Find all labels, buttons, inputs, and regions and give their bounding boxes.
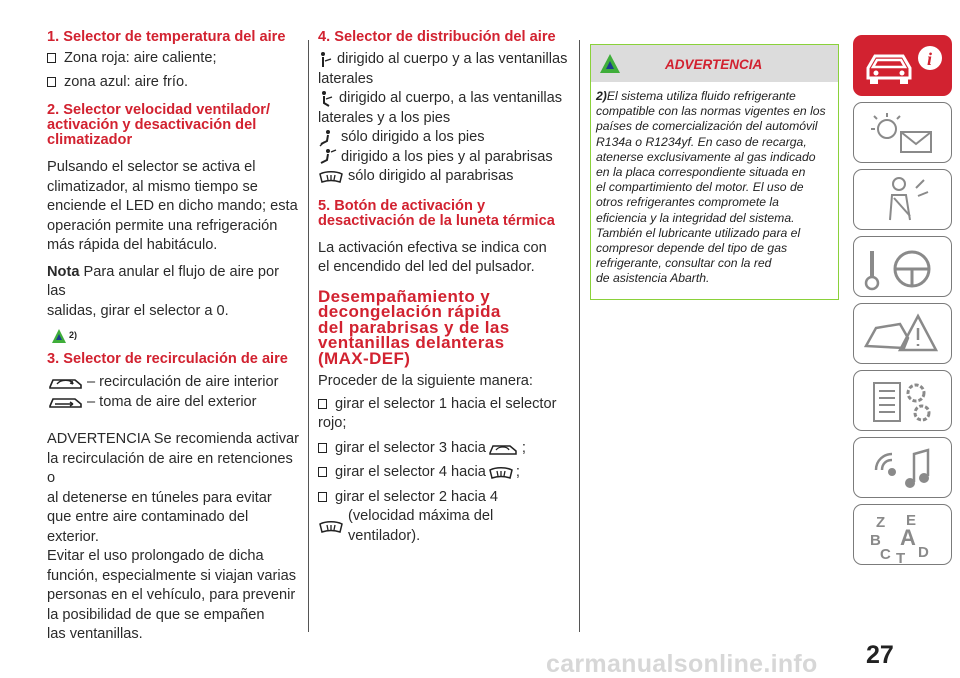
svg-text:i: i [927, 49, 933, 69]
recirculation-icon [47, 375, 87, 391]
paragraph-fan-speed: Pulsando el selector se activa el climatizador, al mismo tiempo se enciende el LED en dicho mando; esta operación permite una refrigeración más rápida del habitáculo. [47, 159, 298, 253]
paragraph-rear-defrost: La activación efectiva se indica con el encendido del led del pulsador. [318, 239, 547, 275]
list-item: Zona roja: aire caliente; [47, 49, 299, 69]
key-steering-icon [854, 237, 953, 298]
tab-starting-driving[interactable] [853, 236, 952, 297]
recirculation-icon [488, 441, 520, 457]
breakdown-icon [854, 304, 953, 365]
warning-triangle-icon [51, 328, 67, 344]
checkbox-bullet-icon [318, 399, 327, 409]
vent-body-feet-icon [318, 90, 336, 108]
vent-feet-windshield-icon [318, 148, 338, 166]
heading-rear-defrost: 5. Botón de activación y desactivación de la luneta térmica [318, 197, 555, 229]
vent-body-icon [318, 51, 332, 69]
list-item: – toma de aire del exterior [47, 393, 299, 413]
index-letter: Z [876, 514, 886, 531]
index-letter: T [896, 550, 906, 566]
vent-feet-icon [318, 129, 338, 147]
seat-airbag-icon [854, 170, 953, 231]
tab-emergency[interactable] [853, 303, 952, 364]
heading-recirculation: 3. Selector de recirculación de aire [47, 351, 288, 367]
procedure-steps: girar el selector 1 hacia el selector rojo; girar el selector 3 hacia ; girar el selector 4 hacia ; girar el selector 2 hacia 4 (velocidad máxima del ventilador). [318, 395, 557, 544]
heading-distribution: 4. Selector de distribución del aire [318, 29, 556, 45]
warning-triangle-icon [599, 53, 621, 75]
page-number: 27 [866, 641, 894, 669]
warning-box [590, 44, 839, 300]
tab-index[interactable] [853, 504, 952, 565]
warning-title: ADVERTENCIA [665, 57, 763, 72]
warning-lights-icon [854, 103, 953, 164]
outside-air-icon [47, 394, 87, 410]
footer-watermark: carmanualsonline.info [546, 650, 818, 678]
checkbox-bullet-icon [318, 467, 327, 477]
list-item: – recirculación de aire interior [47, 373, 299, 393]
windshield-defrost-icon [318, 169, 344, 185]
index-letter: B [870, 532, 881, 549]
heading-fan-speed: 2. Selector velocidad ventilador/ activación y desactivación del climatizador [47, 102, 271, 148]
multimedia-icon [854, 438, 953, 499]
car-info-icon [854, 36, 953, 97]
index-icon [854, 505, 953, 566]
index-letter: E [906, 512, 917, 529]
heading-max-def: Desempañamiento y decongelación rápida del parabrisas y de las ventanillas delanteras (MAX-DEF) [318, 286, 510, 368]
warning-reference: 2) [47, 326, 299, 348]
index-letter: D [918, 544, 929, 561]
distribution-list: dirigido al cuerpo y a las ventanillas laterales dirigido al cuerpo, a las ventanillas laterales y a los pies sólo dirigido a los pies dirigido a los pies y al parabrisas sólo dirigido al parabrisas [318, 51, 568, 184]
heading-temperature: 1. Selector de temperatura del aire [47, 29, 286, 45]
column-1 [47, 30, 299, 645]
checkbox-bullet-icon [47, 53, 56, 63]
checkbox-bullet-icon [47, 77, 56, 87]
checkbox-bullet-icon [318, 443, 327, 453]
index-letter: A [900, 525, 916, 550]
warning-text: 2)El sistema utiliza fluido refrigerante compatible con las normas vigentes en los países de comercialización del automóvil R134a o R1234yf. En caso de recarga, atenerse exclusivamente al gas indicado en la placa correspondiente situada en el compartimiento del motor. El uso de otros refrigerantes compromete la eficiencia y la integridad del sistema. También el lubricante utilizado para el compresor depende del tipo de gas refrigerante, consultar con la red de asistencia Abarth. [596, 89, 826, 286]
tab-warning-lights[interactable] [853, 102, 952, 163]
tab-car-info[interactable] [853, 35, 952, 96]
index-letter: C [880, 546, 891, 563]
note: Nota Para anular el flujo de aire por las salidas, girar el selector a 0. [47, 263, 280, 319]
windshield-defrost-icon [318, 519, 344, 535]
checkbox-bullet-icon [318, 492, 327, 502]
list-item: zona azul: aire frío. [47, 73, 299, 93]
warning-header [591, 45, 838, 82]
recirculation-warning: ADVERTENCIA Se recomienda activar la recirculación de aire en retenciones o al detenerse en túneles para evitar que entre aire contaminado del exterior. Evitar el uso prolongado de dicha función, especialmente si viajan varias personas en el vehículo, para prevenir la posibilidad de que se empañen las ventanillas. [47, 431, 299, 642]
tab-multimedia[interactable] [853, 437, 952, 498]
note-label: Nota [47, 263, 80, 280]
maintenance-icon [854, 371, 953, 432]
column-2 [318, 30, 568, 546]
tab-maintenance[interactable] [853, 370, 952, 431]
procedure-intro: Proceder de la siguiente manera: [318, 373, 533, 389]
column-divider [579, 40, 580, 632]
warning-number: 2) [596, 89, 607, 103]
windshield-defrost-icon [488, 465, 514, 481]
tab-safety[interactable] [853, 169, 952, 230]
column-divider [308, 40, 309, 632]
